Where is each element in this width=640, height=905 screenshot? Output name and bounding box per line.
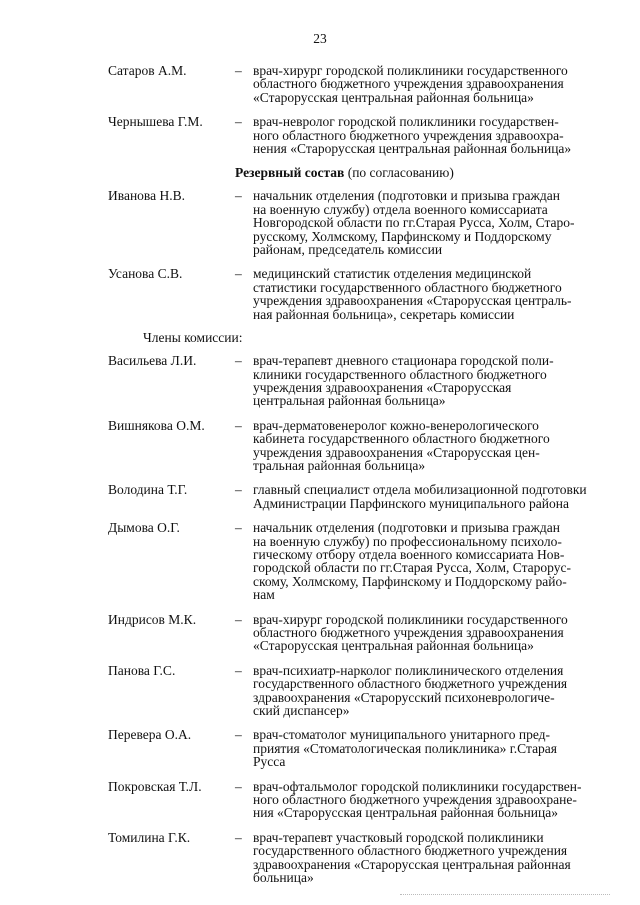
dash-separator: – xyxy=(235,520,242,536)
position-description xyxy=(253,64,613,104)
members-list xyxy=(108,354,613,884)
footer-marks xyxy=(400,894,610,898)
description-line: здравоохранения «Старорусская центральная районная xyxy=(253,856,571,872)
dash-separator: – xyxy=(235,188,242,204)
position-description xyxy=(253,354,613,408)
list-item xyxy=(108,115,613,155)
dash-separator: – xyxy=(235,778,242,794)
description-line: учреждения здравоохранения «Старорусская централь- xyxy=(253,293,572,309)
list-item xyxy=(108,419,613,473)
dash-separator: – xyxy=(235,353,242,369)
position-description xyxy=(253,780,613,820)
position-description xyxy=(253,613,613,653)
reserve-commission-list xyxy=(108,189,613,321)
list-item xyxy=(108,728,613,768)
position-description xyxy=(253,831,613,885)
list-item xyxy=(108,354,613,408)
description-line: врач-невролог городской поликлиники государствен- xyxy=(253,114,559,130)
description-line: на военную службу) по профессиональному психоло- xyxy=(253,533,562,549)
list-item xyxy=(108,483,613,510)
description-line: врач-терапевт дневного стационара городской поли- xyxy=(253,353,554,369)
description-line: учреждения здравоохранения «Старорусская xyxy=(253,379,512,395)
description-line: нения «Старорусская центральная районная больница» xyxy=(253,141,572,157)
description-line: ский диспансер» xyxy=(253,703,350,719)
description-line: кабинета государственного областного бюджетного xyxy=(253,431,550,447)
dash-separator: – xyxy=(235,611,242,627)
position-description xyxy=(253,267,613,321)
description-line: врач-хирург городской поликлиники государственного xyxy=(253,63,568,78)
description-line: областного бюджетного учреждения здравоохранения xyxy=(253,76,564,92)
person-name: Чернышева Г.М. xyxy=(108,114,203,130)
description-line: приятия «Стоматологическая поликлиника» г.Старая xyxy=(253,740,558,756)
description-line: клиники государственного областного бюджетного xyxy=(253,366,547,382)
description-line: врач-хирург городской поликлиники государственного xyxy=(253,611,568,627)
description-line: районам, председатель комиссии xyxy=(253,242,443,258)
description-line: скому, Холмскому, Парфинскому и Поддорскому райо- xyxy=(253,573,567,589)
reserve-heading-note: (по согласованию) xyxy=(344,165,454,181)
list-item xyxy=(108,521,613,601)
description-line: «Старорусская центральная районная больница» xyxy=(253,89,534,105)
person-name: Дымова О.Г. xyxy=(108,520,180,536)
description-line: здравоохранения «Старорусский психоневрологиче- xyxy=(253,689,555,705)
position-description xyxy=(253,419,613,473)
description-line: врач-офтальмолог городской поликлиники государствен- xyxy=(253,778,582,794)
description-line: Администрации Парфинского муниципального района xyxy=(253,495,569,511)
page-number: 23 xyxy=(313,31,327,46)
description-line: врач-дерматовенеролог кожно-венерологического xyxy=(253,417,539,433)
dash-separator: – xyxy=(235,266,242,282)
description-line: городской области по гг.Старая Русса, Холм, Старорус- xyxy=(253,560,571,576)
description-line: врач-терапевт участковый городской поликлиники xyxy=(253,829,544,845)
person-name: Перевера О.А. xyxy=(108,727,192,743)
description-line: тральная районная больница» xyxy=(253,457,426,473)
person-name: Сатаров А.М. xyxy=(108,63,187,78)
description-line: центральная районная больница» xyxy=(253,393,446,409)
list-item xyxy=(108,831,613,885)
description-line: статистики государственного областного бюджетного xyxy=(253,279,562,295)
description-line: начальник отделения (подготовки и призыва граждан xyxy=(253,520,560,536)
description-line: врач-стоматолог муниципального унитарного пред- xyxy=(253,727,551,743)
person-name: Усанова С.В. xyxy=(108,266,183,282)
reserve-heading xyxy=(235,166,613,180)
description-line: ного областного бюджетного учреждения здравоохране- xyxy=(253,792,577,808)
description-line: государственного областного бюджетного учреждения xyxy=(253,676,568,692)
dash-separator: – xyxy=(235,114,242,130)
dash-separator: – xyxy=(235,662,242,678)
description-line: на военную службу) отдела военного комиссариата xyxy=(253,201,548,217)
person-name: Васильева Л.И. xyxy=(108,353,197,369)
description-line: больница» xyxy=(253,870,314,886)
position-description xyxy=(253,664,613,718)
list-item xyxy=(108,267,613,321)
dash-separator: – xyxy=(235,482,242,498)
position-description xyxy=(253,115,613,155)
description-line: областного бюджетного учреждения здравоохранения xyxy=(253,625,564,640)
description-line: ная районная больница», секретарь комиссии xyxy=(253,306,515,322)
list-item xyxy=(108,189,613,256)
person-name: Панова Г.С. xyxy=(108,662,176,678)
description-line: ния «Старорусская центральная районная больница» xyxy=(253,805,558,821)
description-line: Русса xyxy=(253,754,286,770)
description-line: главный специалист отдела мобилизационной подготовки xyxy=(253,482,587,498)
list-item xyxy=(108,780,613,820)
position-description xyxy=(253,483,613,510)
position-description xyxy=(253,521,613,601)
description-line: гическому отбору отдела военного комиссариата Нов- xyxy=(253,546,565,562)
description-line: врач-психиатр-нарколог поликлинического отделения xyxy=(253,662,564,678)
person-name: Володина Т.Г. xyxy=(108,482,188,498)
person-name: Индрисов М.К. xyxy=(108,611,197,627)
person-name: Томилина Г.К. xyxy=(108,829,191,845)
main-commission-list xyxy=(108,64,613,155)
dash-separator: – xyxy=(235,829,242,845)
members-label: Члены комиссии: xyxy=(143,330,243,346)
list-item xyxy=(108,613,613,653)
dash-separator: – xyxy=(235,727,242,743)
position-description xyxy=(253,728,613,768)
description-line: «Старорусская центральная районная больница» xyxy=(253,638,534,654)
position-description xyxy=(253,189,613,256)
document-body xyxy=(108,64,613,896)
description-line: Новгородской области по гг.Старая Русса, Холм, Старо- xyxy=(253,215,575,231)
description-line: государственного областного бюджетного учреждения xyxy=(253,843,568,859)
reserve-heading-bold: Резервный состав xyxy=(235,165,345,181)
description-line: медицинский статистик отделения медицинской xyxy=(253,266,532,282)
description-line: нам xyxy=(253,587,275,603)
dash-separator: – xyxy=(235,63,242,78)
person-name: Вишнякова О.М. xyxy=(108,417,205,433)
description-line: учреждения здравоохранения «Старорусская цен- xyxy=(253,444,540,460)
person-name: Иванова Н.В. xyxy=(108,188,185,204)
dash-separator: – xyxy=(235,417,242,433)
description-line: русскому, Холмскому, Парфинскому и Поддорскому xyxy=(253,228,552,244)
list-item xyxy=(108,64,613,104)
description-line: ного областного бюджетного учреждения здравоохра- xyxy=(253,127,564,143)
person-name: Покровская Т.Л. xyxy=(108,778,202,794)
list-item xyxy=(108,664,613,718)
description-line: начальник отделения (подготовки и призыва граждан xyxy=(253,188,560,204)
